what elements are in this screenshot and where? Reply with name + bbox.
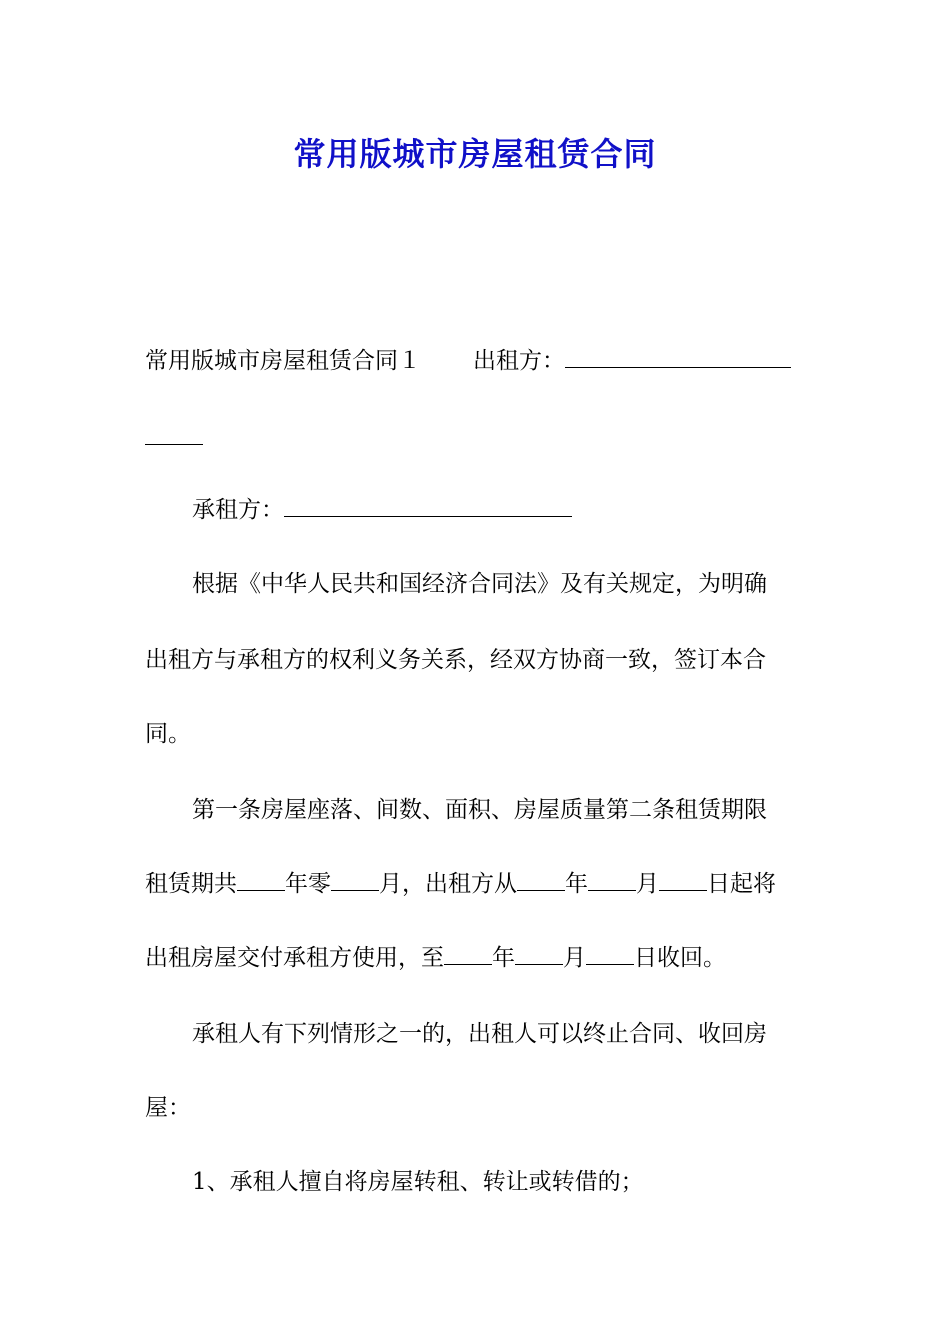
termination-paragraph-line-1: 承租人有下列情形之一的，出租人可以终止合同、收回房 xyxy=(192,1021,767,1047)
start-month-blank xyxy=(588,868,636,891)
end-day-blank xyxy=(586,942,634,965)
return-date-line xyxy=(145,940,807,976)
term-months-blank xyxy=(331,868,379,891)
return-text-2: 年 xyxy=(492,945,515,971)
paragraph-preamble-line-2: 出租方与承租方的权利义务关系，经双方协商一致，签订本合 xyxy=(145,647,766,673)
termination-item-1: 1、承租人擅自将房屋转租、转让或转借的； xyxy=(192,1169,644,1195)
end-year-blank xyxy=(444,942,492,965)
line-lessor xyxy=(145,343,807,379)
contract-heading-inline: 常用版城市房屋租赁合同１ xyxy=(145,348,421,374)
lessor-blank-continued xyxy=(145,422,203,445)
lessee-label: 承租方： xyxy=(192,497,284,523)
document-title: 常用版城市房屋租赁合同 xyxy=(293,135,657,173)
return-text-4: 日收回。 xyxy=(634,945,726,971)
term-text-3: 月，出租方从 xyxy=(379,871,517,897)
return-text-3: 月 xyxy=(563,945,586,971)
line-lessor-continued xyxy=(145,420,807,456)
paragraph-preamble-line-3: 同。 xyxy=(145,721,191,747)
line-lessee xyxy=(145,492,854,528)
return-text-1: 出租房屋交付承租方使用，至 xyxy=(145,945,444,971)
lessee-blank xyxy=(284,494,572,517)
term-text-2: 年零 xyxy=(285,871,331,897)
termination-paragraph-line-2: 屋： xyxy=(145,1095,191,1121)
start-year-blank xyxy=(517,868,565,891)
lessor-blank xyxy=(565,345,791,368)
lessor-label: 出租方： xyxy=(473,348,565,374)
term-text-6: 日起将 xyxy=(707,871,776,897)
term-text-1: 租赁期共 xyxy=(145,871,237,897)
article-1-line: 第一条房屋座落、间数、面积、房屋质量第二条租赁期限 xyxy=(192,797,767,823)
paragraph-preamble-line-1: 根据《中华人民共和国经济合同法》及有关规定，为明确 xyxy=(192,571,767,597)
term-text-5: 月 xyxy=(636,871,659,897)
term-years-blank xyxy=(237,868,285,891)
term-text-4: 年 xyxy=(565,871,588,897)
lease-term-line xyxy=(145,866,807,902)
start-day-blank xyxy=(659,868,707,891)
end-month-blank xyxy=(515,942,563,965)
